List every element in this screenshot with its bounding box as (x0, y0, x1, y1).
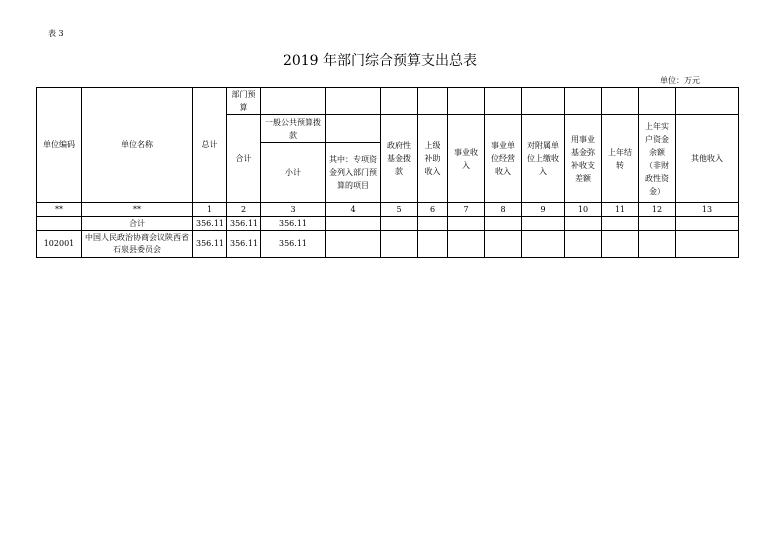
row-total: 356.11 (193, 217, 227, 231)
header-business-income-text: 事业收入 (454, 147, 478, 170)
index-cell: 10 (565, 203, 602, 217)
index-cell: 8 (485, 203, 522, 217)
index-cell: 9 (522, 203, 565, 217)
header-subtotal: 小计 (261, 143, 326, 203)
index-cell: 6 (418, 203, 448, 217)
index-cell: 5 (381, 203, 418, 217)
header-gov-fund-text: 政府性基金拨款 (387, 141, 411, 176)
header-carryover (602, 115, 639, 203)
header-gov-fund (381, 115, 418, 203)
header-general-budget-text: 一般公共预算拨款 (265, 117, 321, 140)
index-cell: 4 (326, 203, 381, 217)
header-affiliated-income-text: 对附属单位上缴收入 (527, 141, 559, 176)
index-cell: 1 (193, 203, 227, 217)
header-prior-year-funds (639, 115, 676, 203)
index-cell: 13 (676, 203, 739, 217)
row-heji: 356.11 (227, 231, 261, 258)
table-row (37, 231, 739, 258)
header-dept-budget (227, 88, 261, 115)
row-subtotal: 356.11 (261, 217, 326, 231)
header-operating-income (485, 115, 522, 203)
row-name: 中国人民政治协商会议陕西省石泉县委员会 (82, 231, 193, 258)
header-affiliated-income (522, 115, 565, 203)
row-code (37, 217, 82, 231)
header-prior-year-funds-text: 上年实户资金余额（非财政性资金） (645, 121, 669, 196)
header-unit-code: 单位编码 (37, 88, 82, 203)
table-row (37, 217, 739, 231)
header-special-funds-text: 其中：专项资金列入部门预算的项目 (329, 155, 377, 190)
row-code: 102001 (37, 231, 82, 258)
budget-expenditure-table (36, 87, 739, 258)
header-fund-balance-make-up (565, 115, 602, 203)
header-superior-subsidy-text: 上级补助收入 (424, 141, 441, 176)
header-subtotal-total: 合计 (227, 115, 261, 203)
header-superior-subsidy (418, 115, 448, 203)
row-total: 356.11 (193, 231, 227, 258)
index-cell: 12 (639, 203, 676, 217)
header-carryover-text: 上年结转 (608, 147, 632, 170)
table-number-label: 表 3 (48, 29, 64, 38)
header-fund-balance-make-up-text: 用事业基金弥补收支差额 (571, 134, 595, 183)
header-dept-budget-text: 部门预算 (231, 90, 256, 112)
header-unit-name: 单位名称 (82, 88, 193, 203)
page-title: 2019 年部门综合预算支出总表 (282, 53, 478, 69)
header-general-budget (261, 115, 326, 143)
index-cell: 3 (261, 203, 326, 217)
row-subtotal: 356.11 (261, 231, 326, 258)
index-cell: 7 (448, 203, 485, 217)
index-cell: ** (82, 203, 193, 217)
header-special-funds (326, 143, 381, 203)
index-cell: ** (37, 203, 82, 217)
header-other-income: 其他收入 (676, 115, 739, 203)
index-cell: 11 (602, 203, 639, 217)
row-name: 合计 (82, 217, 193, 231)
header-operating-income-text: 事业单位经营收入 (491, 141, 515, 176)
row-heji: 356.11 (227, 217, 261, 231)
unit-label: 单位：万元 (660, 76, 700, 85)
header-total: 总计 (193, 88, 227, 203)
index-cell: 2 (227, 203, 261, 217)
header-business-income (448, 115, 485, 203)
